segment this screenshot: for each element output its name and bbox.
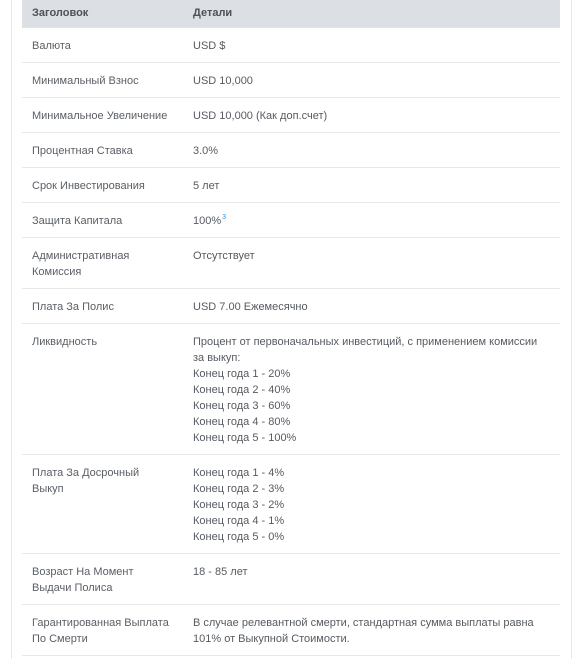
row-value bbox=[183, 324, 560, 455]
value-text: Конец года 4 - 1% bbox=[193, 515, 285, 527]
value-text: Конец года 4 - 80% bbox=[193, 416, 291, 428]
table-row bbox=[22, 98, 560, 133]
row-value bbox=[183, 203, 560, 238]
value-text: Конец года 2 - 3% bbox=[193, 483, 285, 495]
table-row bbox=[22, 455, 560, 554]
table-row bbox=[22, 324, 560, 455]
table-body bbox=[22, 28, 560, 656]
row-value bbox=[183, 289, 560, 324]
header-details: Детали bbox=[183, 0, 560, 28]
value-line bbox=[193, 299, 550, 315]
value-text: USD 10,000 bbox=[193, 75, 253, 87]
row-value bbox=[183, 28, 560, 63]
table-row bbox=[22, 605, 560, 656]
value-text: USD 10,000 (Как доп.счет) bbox=[193, 110, 328, 122]
row-label: Гарантированная Выплата По Смерти bbox=[22, 605, 183, 656]
value-text: 18 - 85 лет bbox=[193, 566, 248, 578]
value-text: Конец года 5 - 0% bbox=[193, 531, 285, 543]
table-row bbox=[22, 168, 560, 203]
row-value bbox=[183, 554, 560, 605]
value-text: Конец года 1 - 4% bbox=[193, 467, 285, 479]
header-title: Заголовок bbox=[22, 0, 183, 28]
table-row bbox=[22, 554, 560, 605]
value-line bbox=[193, 248, 550, 264]
value-line bbox=[193, 334, 550, 366]
table-row bbox=[22, 203, 560, 238]
row-value bbox=[183, 168, 560, 203]
value-line bbox=[193, 481, 550, 497]
row-label: Административная Комиссия bbox=[22, 238, 183, 289]
row-label: Процентная Ставка bbox=[22, 133, 183, 168]
row-label: Валюта bbox=[22, 28, 183, 63]
value-text: Отсутствует bbox=[193, 250, 255, 262]
value-line bbox=[193, 178, 550, 194]
row-label: Возраст На Момент Выдачи Полиса bbox=[22, 554, 183, 605]
value-line bbox=[193, 213, 550, 229]
table-header bbox=[22, 0, 560, 28]
value-line bbox=[193, 615, 550, 647]
value-text: Конец года 3 - 60% bbox=[193, 400, 291, 412]
row-value bbox=[183, 98, 560, 133]
table-row bbox=[22, 28, 560, 63]
row-label: Защита Капитала bbox=[22, 203, 183, 238]
row-label: Ликвидность bbox=[22, 324, 183, 455]
value-line bbox=[193, 414, 550, 430]
value-text: Процент от первоначальных инвестиций, с применением комиссии за выкуп: bbox=[193, 336, 538, 364]
value-text: 100% bbox=[193, 215, 222, 227]
table-row bbox=[22, 63, 560, 98]
value-text: В случае релевантной смерти, стандартная сумма выплаты равна 101% от Выкупной Стоимости. bbox=[193, 617, 534, 645]
value-line bbox=[193, 430, 550, 446]
value-text: Конец года 5 - 100% bbox=[193, 432, 297, 444]
table-row bbox=[22, 289, 560, 324]
row-value bbox=[183, 455, 560, 554]
value-text: USD 7.00 Ежемесячно bbox=[193, 301, 308, 313]
row-value bbox=[183, 238, 560, 289]
row-label: Минимальный Взнос bbox=[22, 63, 183, 98]
value-text: Конец года 1 - 20% bbox=[193, 368, 291, 380]
value-line bbox=[193, 108, 550, 124]
value-line bbox=[193, 382, 550, 398]
row-value bbox=[183, 133, 560, 168]
row-value bbox=[183, 605, 560, 656]
value-line bbox=[193, 73, 550, 89]
row-value bbox=[183, 63, 560, 98]
value-text: USD $ bbox=[193, 40, 226, 52]
value-line bbox=[193, 143, 550, 159]
footnote-ref-link[interactable]: 3 bbox=[222, 214, 227, 222]
row-label: Плата За Досрочный Выкуп bbox=[22, 455, 183, 554]
value-text: Конец года 3 - 2% bbox=[193, 499, 285, 511]
value-text: 5 лет bbox=[193, 180, 220, 192]
value-text: 3.0% bbox=[193, 145, 219, 157]
policy-details-table bbox=[22, 0, 560, 656]
value-line bbox=[193, 497, 550, 513]
value-line bbox=[193, 366, 550, 382]
value-text: Конец года 2 - 40% bbox=[193, 384, 291, 396]
value-line bbox=[193, 38, 550, 54]
value-line bbox=[193, 398, 550, 414]
header-row bbox=[22, 0, 560, 28]
row-label: Плата За Полис bbox=[22, 289, 183, 324]
value-line bbox=[193, 564, 550, 580]
row-label: Минимальное Увеличение bbox=[22, 98, 183, 133]
value-line bbox=[193, 465, 550, 481]
table-row bbox=[22, 238, 560, 289]
value-line bbox=[193, 513, 550, 529]
value-line bbox=[193, 529, 550, 545]
table-row bbox=[22, 133, 560, 168]
row-label: Срок Инвестирования bbox=[22, 168, 183, 203]
